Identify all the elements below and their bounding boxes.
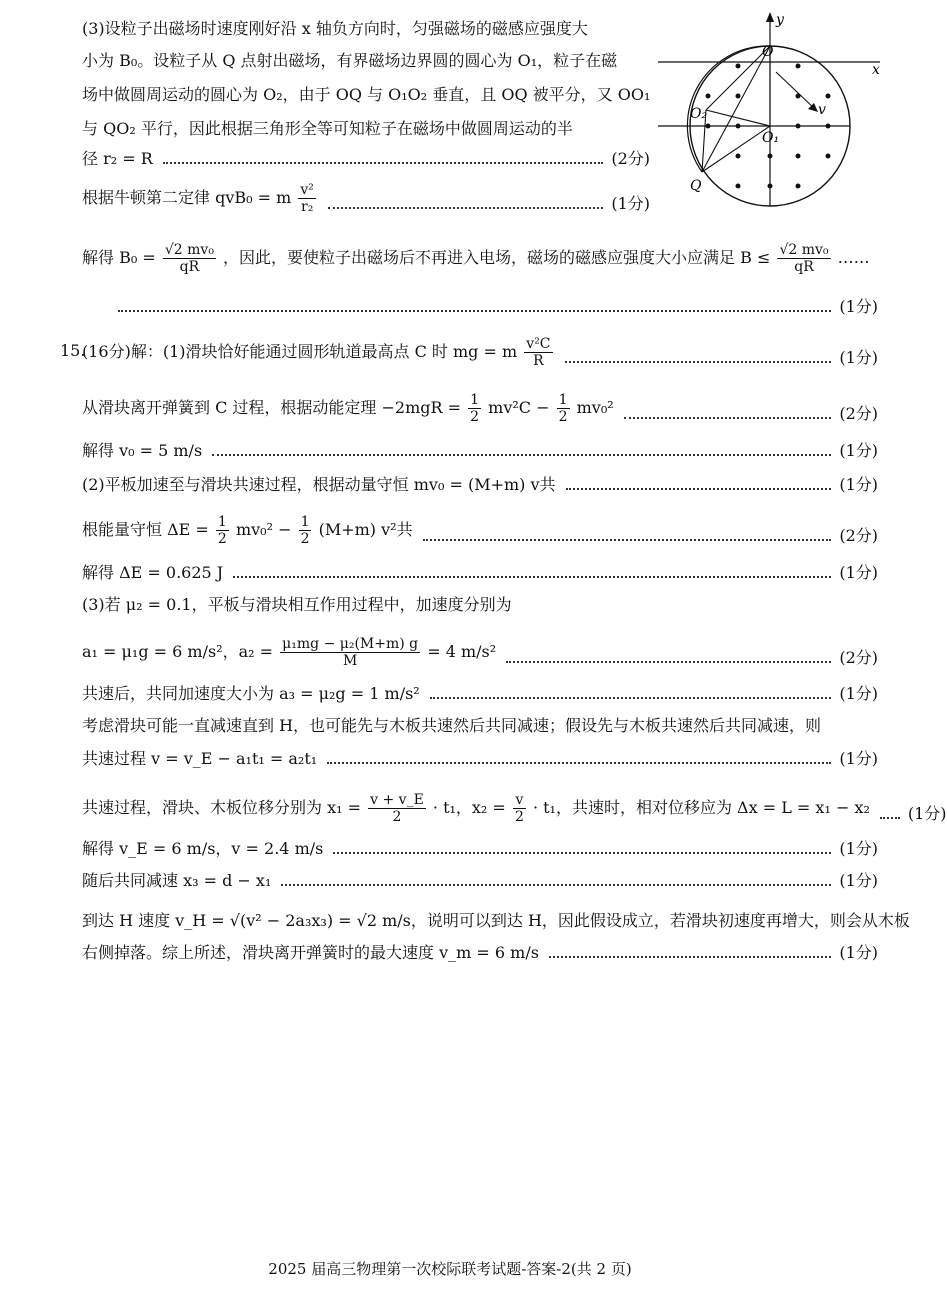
magnetic-field-diagram [658,10,888,210]
q15-line-11 [82,748,878,770]
common-acceleration: 共速后，共同加速度大小为 a₃ = μ₂g = 1 m/s² [82,684,420,703]
fraction-numerator: √2 mv₀ [164,242,214,258]
leader-dots [549,956,831,958]
leader-dots [566,488,832,490]
fraction [299,514,312,547]
fraction [468,392,481,425]
leader-dots [880,817,900,819]
fraction [557,392,570,425]
newton-prefix: 根据牛顿第二定律 qvB₀ = m [82,188,292,207]
label-q: Q [690,178,702,194]
displacements-middle: · t₁，x₂ = [432,798,506,817]
part3-line-1: (3)设粒子出磁场时速度刚好沿 x 轴负方向时，匀强磁场的磁感应强度大 [82,19,588,38]
y-axis-arrow [766,12,774,22]
part3-line-3: 场中做圆周运动的圆心为 O₂，由于 OQ 与 O₁O₂ 垂直，且 OQ 被平分，又 OO₁ [82,85,651,104]
fraction-numerator: 1 [470,392,480,408]
score-points: (1分) [839,749,878,768]
line-o-o2 [706,46,770,110]
score-points: (1分) [839,441,878,460]
fraction-numerator: μ₁mg − μ₂(M+m) g [282,636,419,652]
page-footer: 2025 届高三物理第一次校际联考试题-答案-2(共 2 页) [268,1260,632,1278]
score-points: (2分) [839,404,878,423]
label-x: x [872,62,880,78]
displacements [82,792,870,825]
fraction-numerator: v [513,792,526,809]
fraction-denominator: r₂ [301,199,314,215]
q15-line-5 [82,514,878,547]
fraction-denominator: 2 [392,809,402,825]
fraction-denominator: 2 [514,809,524,825]
radius-statement: 径 r₂ = R [82,149,153,168]
q15-line-15: 到达 H 速度 v_H = √(v² − 2a₃x₃) = √2 m/s，说明可以到达 H，因此假设成立，若滑块初速度再增大，则会从木板 [82,911,910,930]
leader-dots [430,697,832,699]
score-points: (1分) [839,348,878,367]
fraction-numerator: 1 [558,392,568,408]
q15-line-4 [82,474,878,496]
fraction-denominator: 2 [470,409,480,425]
velocity-vector [776,72,816,110]
leader-dots [212,454,831,456]
fraction [216,514,229,547]
accelerations-end: = 4 m/s² [427,642,497,661]
displacements-end: · t₁，共速时，相对位移应为 Δx = L = x₁ − x₂ [532,798,870,817]
q15-line-13 [82,838,878,860]
solve-b-prefix: 解得 B₀ = [82,248,156,267]
fraction [163,242,216,275]
leader-dots [328,207,603,209]
fraction-denominator: 2 [300,531,310,547]
fraction-denominator: 2 [558,409,568,425]
q15-line-1 [82,336,878,369]
energy-theorem-middle: mv²C − [488,398,550,417]
q15-intro-text: (16分)解：(1)滑块恰好能通过圆形轨道最高点 C 时 mg = m [82,342,518,361]
result-v0: 解得 v₀ = 5 m/s [82,441,203,460]
accelerations-text: a₁ = μ₁g = 6 m/s²，a₂ = [82,642,274,661]
label-y: y [776,12,784,28]
score-points: (1分) [839,563,878,582]
leader-dots [506,661,831,663]
leader-dots [624,417,832,419]
newton-line [82,182,650,215]
accelerations [82,636,496,669]
fraction-numerator: √2 mv₀ [779,242,829,258]
score-points: (2分) [839,648,878,667]
displacements-text: 共速过程，滑块、木板位移分别为 x₁ = [82,798,362,817]
q15-line-3 [82,440,878,462]
label-o2: O₂ [690,106,708,122]
common-speed-equation: 共速过程 v = v_E − a₁t₁ = a₂t₁ [82,749,318,768]
solve-b-line [82,242,878,275]
score-points: (1分) [839,475,878,494]
score-points: (1分) [839,684,878,703]
solve-b-continuation [82,296,878,318]
fraction-denominator: qR [179,259,200,275]
q15-line-14 [82,870,878,892]
conclusion: 右侧掉落。综上所述，滑块离开弹簧时的最大速度 v_m = 6 m/s [82,943,539,962]
label-o1: O₁ [762,130,780,146]
common-deceleration: 随后共同减速 x₃ = d − x₁ [82,871,272,890]
fraction [298,182,316,215]
leader-dots [163,162,604,164]
fraction-numerator: 1 [300,514,310,530]
label-o: O [762,44,774,60]
q15-line-9 [82,683,878,705]
solve-b-middle: ，因此，要使粒子出磁场后不再进入电场，磁场的磁感应强度大小应满足 B ≤ [223,248,771,267]
score-points: (1分) [611,194,650,213]
label-v: v [818,102,826,118]
fraction [513,792,526,825]
energy-theorem [82,392,614,425]
part3-line-2: 小为 B₀。设粒子从 Q 点射出磁场，有界磁场边界圆的圆心为 O₁，粒子在磁 [82,51,618,70]
leader-dots [565,361,832,363]
result-ve: 解得 v_E = 6 m/s，v = 2.4 m/s [82,839,324,858]
leader-dots [281,884,831,886]
score-points: (1分) [839,839,878,858]
score-points: (1分) [839,943,878,962]
q15-line-16 [82,942,878,964]
energy-conservation-middle: mv₀² − [235,520,292,539]
score-points: (2分) [611,149,650,168]
energy-conservation-end: (M+m) v²共 [318,520,413,539]
line-q-o1 [702,126,770,172]
score-points: (1分) [907,804,947,823]
score-points: (1分) [839,871,878,890]
leader-dots [118,310,831,312]
energy-theorem-text: 从滑块离开弹簧到 C 过程，根据动能定理 −2mgR = [82,398,462,417]
newton-equation [82,182,318,215]
fraction-denominator: qR [794,259,814,275]
leader-dots [327,762,831,764]
leader-dots [333,852,831,854]
fraction [368,792,426,825]
fraction [777,242,830,275]
leader-dots [423,539,832,541]
q15-line-6 [82,562,878,584]
q15-line-8 [82,636,878,669]
momentum-conservation: (2)平板加速至与滑块共速过程，根据动量守恒 mv₀ = (M+m) v共 [82,475,556,494]
result-delta-e: 解得 ΔE = 0.625 J [82,563,224,582]
fraction-numerator: v² [300,182,314,198]
q15-statement [82,336,555,369]
q15-line-2 [82,392,878,425]
fraction-numerator: v²C [526,336,551,352]
energy-conservation-text: 根能量守恒 ΔE = [82,520,209,539]
q15-line-7: (3)若 μ₂ = 0.1，平板与滑块相互作用过程中，加速度分别为 [82,595,512,614]
fraction-denominator: 2 [217,531,227,547]
energy-conservation [82,514,413,547]
fraction [280,636,420,669]
fraction-denominator: M [342,653,358,669]
fraction-numerator: 1 [217,514,227,530]
fraction [524,336,552,369]
q15-line-10: 考虑滑块可能一直减速直到 H，也可能先与木板共速然后共同减速；假设先与木板共速然后共同减速，则 [82,716,822,735]
part3-line-4: 与 QO₂ 平行，因此根据三角形全等可知粒子在磁场中做圆周运动的半 [82,119,573,138]
part3-line-5 [82,148,650,170]
score-points: (1分) [839,297,878,316]
q15-line-12 [82,792,947,825]
fraction-numerator: v + v_E [370,792,424,808]
energy-theorem-end: mv₀² [576,398,614,417]
leader-dots [233,576,831,578]
score-points: (2分) [839,526,878,545]
fraction-denominator: R [533,353,544,369]
question-number: 15. [60,341,86,360]
leader-dots: …… [837,248,870,267]
